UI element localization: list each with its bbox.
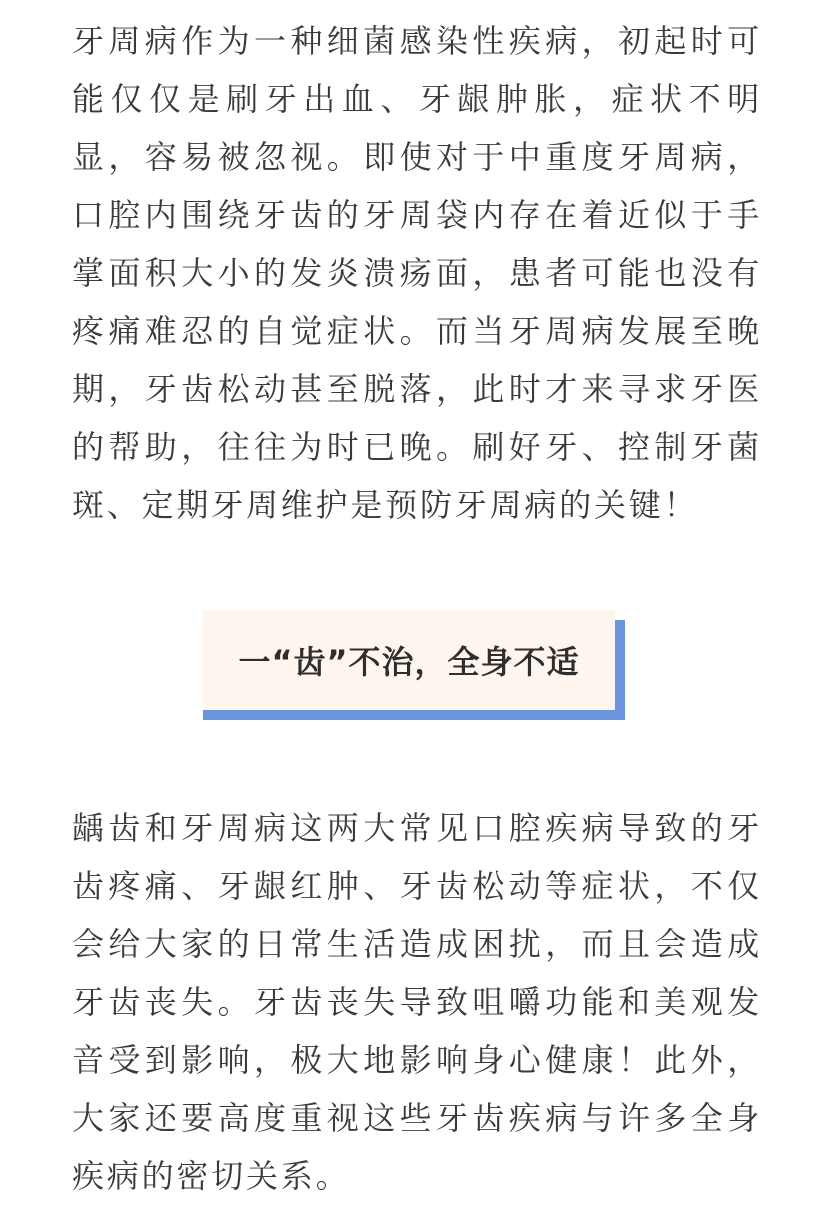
paragraph-periodontal-disease: 牙周病作为一种细菌感染性疾病，初起时可能仅仅是刷牙出血、牙龈肿胀，症状不明显，容易被忽视。即使对于中重度牙周病，口腔内围绕牙齿的牙周袋内存在着近似于手掌面积大小的发炎溃疡面，患者可能也没有疼痛难忍的自觉症状。而当牙周病发展至晚期，牙齿松动甚至脱落，此时才来寻求牙医的帮助，往往为时已晚。刷好牙、控制牙菌斑、定期牙周维护是预防牙周病的关键！: [72, 22, 762, 524]
heading-box: [203, 610, 615, 710]
section-heading-block: [203, 610, 625, 720]
section-heading: 一“齿”不治，全身不适: [238, 643, 580, 681]
paragraph-tooth-loss: 龋齿和牙周病这两大常见口腔疾病导致的牙齿疼痛、牙龈红肿、牙齿松动等症状，不仅会给大家的日常生活造成困扰，而且会造成牙齿丧失。牙齿丧失导致咀嚼功能和美观发音受到影响，极大地影响身心健康！此外，大家还要高度重视这些牙齿疾病与许多全身疾病的密切关系。: [72, 809, 762, 1195]
